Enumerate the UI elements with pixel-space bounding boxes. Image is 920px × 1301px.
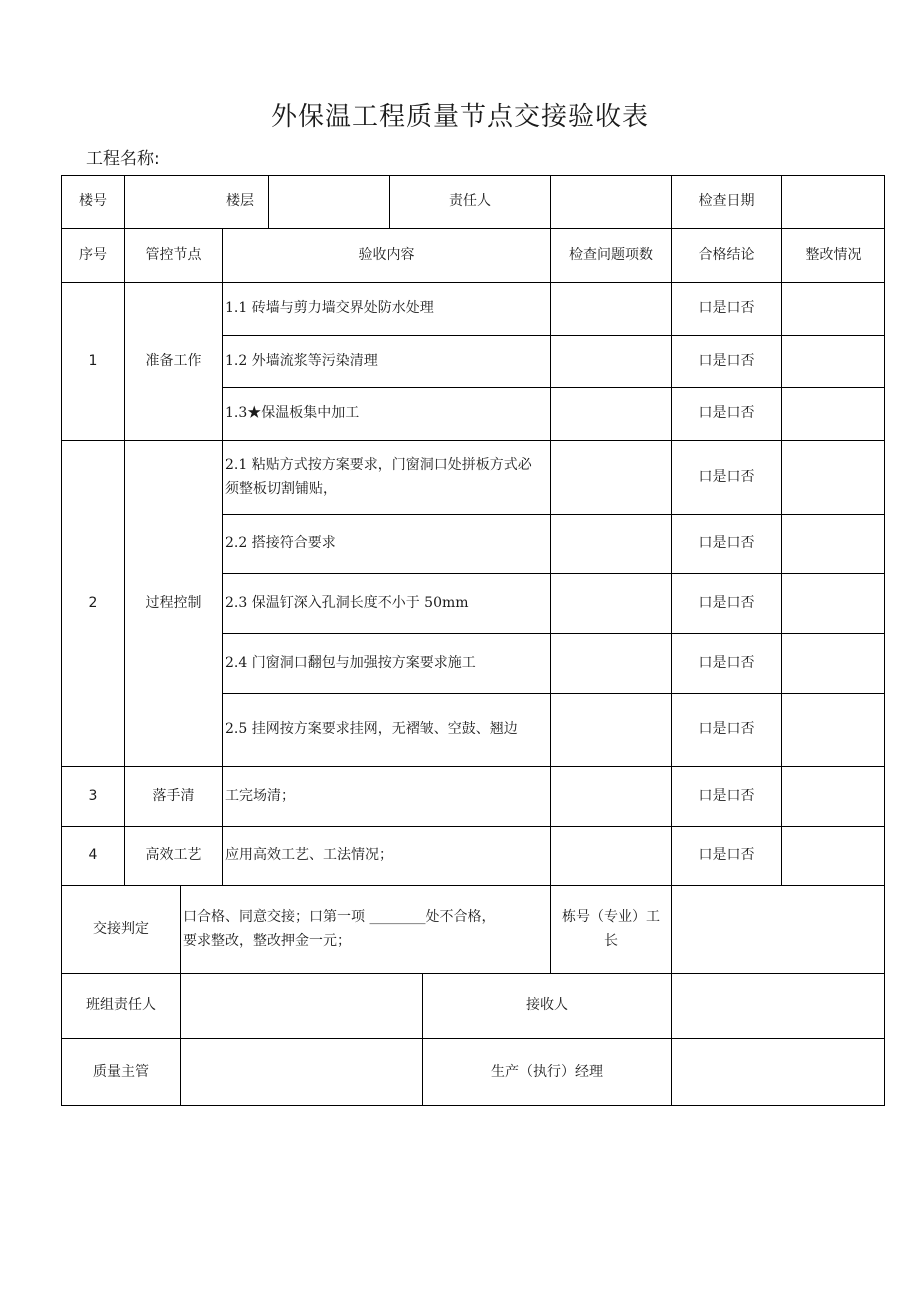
form-title: 外保温工程质量节点交接验收表 <box>270 102 649 132</box>
receiver-signature-cell[interactable] <box>671 973 885 1038</box>
item-content: 2.5 挂网按方案要求挂网，无褶皱、空鼓、翘边 <box>222 693 550 766</box>
rectification-cell[interactable] <box>781 766 885 826</box>
header-issue-count: 检查问题项数 <box>550 228 671 282</box>
acceptance-table <box>61 175 885 1106</box>
foreman-label: 栋号（专业）工长 <box>550 885 671 973</box>
rectification-cell[interactable] <box>781 514 885 573</box>
rectification-cell[interactable] <box>781 826 885 885</box>
issue-count-cell[interactable] <box>550 440 671 514</box>
item-content: 2.3 保温钉深入孔洞长度不小于 50mm <box>222 573 550 633</box>
header-rectification: 整改情况 <box>781 228 885 282</box>
conclusion-checkbox[interactable]: 口是口否 <box>671 514 781 573</box>
conclusion-checkbox[interactable]: 口是口否 <box>671 693 781 766</box>
handover-text-line2: 要求整改，整改押金一元； <box>183 932 351 949</box>
issue-count-cell[interactable] <box>550 335 671 387</box>
issue-count-cell[interactable] <box>550 514 671 573</box>
production-manager-signature-cell[interactable] <box>671 1038 885 1106</box>
item-content: 1.3★保温板集中加工 <box>222 387 550 440</box>
handover-label: 交接判定 <box>61 885 180 973</box>
issue-count-cell[interactable] <box>550 282 671 335</box>
header-conclusion: 合格结论 <box>671 228 781 282</box>
conclusion-checkbox[interactable]: 口是口否 <box>671 440 781 514</box>
group-seq: 4 <box>61 826 124 885</box>
conclusion-checkbox[interactable]: 口是口否 <box>671 387 781 440</box>
group-node: 落手清 <box>124 766 222 826</box>
issue-count-cell[interactable] <box>550 826 671 885</box>
conclusion-checkbox[interactable]: 口是口否 <box>671 282 781 335</box>
issue-count-cell[interactable] <box>550 573 671 633</box>
item-content: 应用高效工艺、工法情况； <box>222 826 550 885</box>
rectification-cell[interactable] <box>781 440 885 514</box>
floor-label: 楼层 <box>124 175 268 228</box>
header-node: 管控节点 <box>124 228 222 282</box>
rectification-cell[interactable] <box>781 335 885 387</box>
header-seq: 序号 <box>61 228 124 282</box>
issue-count-cell[interactable] <box>550 633 671 693</box>
team-leader-signature-cell[interactable] <box>180 973 422 1038</box>
production-manager-label: 生产（执行）经理 <box>422 1038 671 1106</box>
item-content: 工完场清； <box>222 766 550 826</box>
conclusion-checkbox[interactable]: 口是口否 <box>671 826 781 885</box>
item-content: 2.4 门窗洞口翻包与加强按方案要求施工 <box>222 633 550 693</box>
conclusion-checkbox[interactable]: 口是口否 <box>671 766 781 826</box>
conclusion-checkbox[interactable]: 口是口否 <box>671 633 781 693</box>
item-content: 2.2 搭接符合要求 <box>222 514 550 573</box>
building-no-label: 楼号 <box>61 175 124 228</box>
issue-count-cell[interactable] <box>550 693 671 766</box>
group-seq: 3 <box>61 766 124 826</box>
item-content: 1.2 外墙流浆等污染清理 <box>222 335 550 387</box>
rectification-cell[interactable] <box>781 387 885 440</box>
table-bottom-border <box>61 1105 885 1106</box>
group-node: 高效工艺 <box>124 826 222 885</box>
project-name-label: 工程名称: <box>86 149 160 169</box>
issue-count-cell[interactable] <box>550 766 671 826</box>
conclusion-checkbox[interactable]: 口是口否 <box>671 335 781 387</box>
quality-supervisor-label: 质量主管 <box>61 1038 180 1106</box>
group-node: 过程控制 <box>124 440 222 766</box>
handover-text-line1: 口合格、同意交接；口第一项 ________处不合格， <box>183 909 496 926</box>
quality-supervisor-signature-cell[interactable] <box>180 1038 422 1106</box>
receiver-label: 接收人 <box>422 973 671 1038</box>
item-content: 2.1 粘贴方式按方案要求，门窗洞口处拼板方式必须整板切割铺贴， <box>222 440 550 514</box>
check-date-value-cell[interactable] <box>781 175 885 228</box>
rectification-cell[interactable] <box>781 282 885 335</box>
header-content: 验收内容 <box>222 228 550 282</box>
rectification-cell[interactable] <box>781 693 885 766</box>
group-seq: 1 <box>61 282 124 440</box>
item-content: 1.1 砖墙与剪力墙交界处防水处理 <box>222 282 550 335</box>
responsible-label: 责任人 <box>389 175 550 228</box>
foreman-signature-cell[interactable] <box>671 885 885 973</box>
conclusion-checkbox[interactable]: 口是口否 <box>671 573 781 633</box>
group-seq: 2 <box>61 440 124 766</box>
check-date-label: 检查日期 <box>671 175 781 228</box>
team-leader-label: 班组责任人 <box>61 973 180 1038</box>
rectification-cell[interactable] <box>781 633 885 693</box>
rectification-cell[interactable] <box>781 573 885 633</box>
issue-count-cell[interactable] <box>550 387 671 440</box>
table-right-border <box>884 175 885 1106</box>
handover-text <box>180 885 550 973</box>
responsible-value-cell[interactable] <box>550 175 671 228</box>
floor-value-cell[interactable] <box>268 175 389 228</box>
group-node: 准备工作 <box>124 282 222 440</box>
